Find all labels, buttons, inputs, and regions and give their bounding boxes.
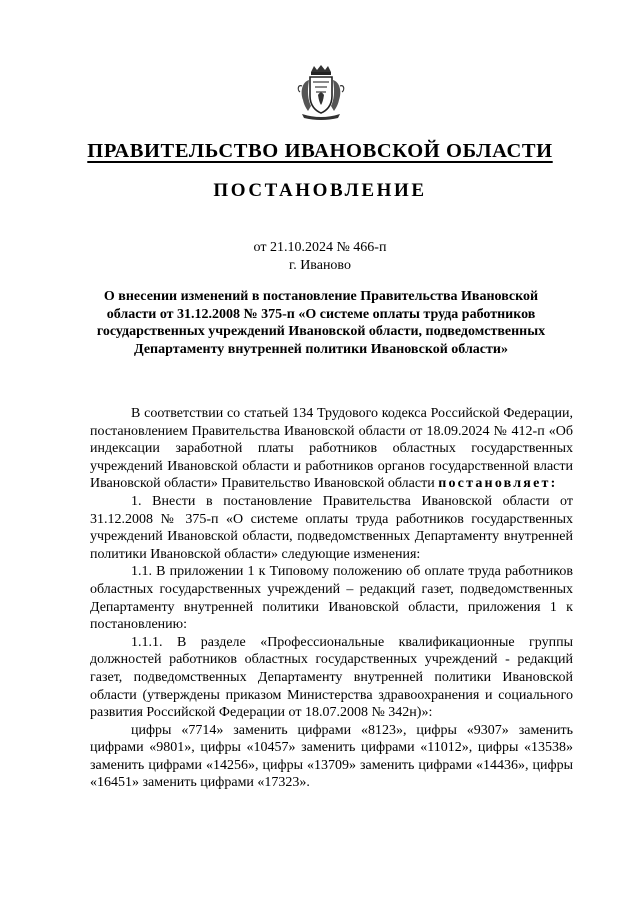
document-date-block: [0, 239, 640, 275]
document-body: [90, 405, 573, 792]
paragraph-item-1-1: 1.1. В приложении 1 к Типовому положению об оплате труда работников областных государственных учреждений – редакций газет, подведомственных Департаменту внутренней политики Ивановской области, приложения 1 к постановлению:: [90, 564, 573, 633]
coat-of-arms-emblem: [296, 64, 346, 122]
document-type: ПОСТАНОВЛЕНИЕ: [213, 180, 427, 201]
organization-name-text: ПРАВИТЕЛЬСТВО ИВАНОВСКОЙ ОБЛАСТИ: [87, 140, 553, 162]
organization-name: [0, 140, 640, 163]
paragraph-item-1: 1. Внести в постановление Правительства Ивановской области от 31.12.2008 № 375-п «О системе оплаты труда работников государственных учреждений Ивановской области, подведомственных Департаменту внутренней политики Ивановской области» следующие изменения:: [90, 493, 573, 562]
document-date-number: от 21.10.2024 № 466-п: [253, 240, 387, 255]
paragraph-preamble: [90, 405, 573, 493]
document-city: г. Иваново: [289, 258, 351, 273]
preamble-text: В соответствии со статьей 134 Трудового кодекса Российской Федерации, постановлением Правительства Ивановской области от 18.09.2024 № 412-п «Об индексации заработной платы работников областных государственных учреждений Ивановской области и работников органов государственной власти Ивановской области» Правительство Ивановской области: [90, 406, 573, 492]
preamble-emphasis: постановляет: [438, 476, 551, 492]
document-title: О внесении изменений в постановление Правительства Ивановской области от 31.12.2008 № 375-п «О системе оплаты труда работников государственных учреждений Ивановской области, подведомственных Департаменту внутренней политики Ивановской области»: [96, 289, 546, 357]
paragraph-item-1-1-1: 1.1.1. В разделе «Профессиональные квалификационные группы должностей работников областных государственных учреждений - редакций газет, подведомственных Департаменту внутренней политики Ивановской области (утверждены приказом Министерства здравоохранения и социального развития Российской Федерации от 18.07.2008 № 342н)»:: [90, 634, 573, 721]
paragraph-replacements: цифры «7714» заменить цифрами «8123», цифры «9307» заменить цифрами «9801», цифры «10457» заменить цифрами «11012», цифры «13538» заменить цифрами «14256», цифры «13709» заменить цифрами «14436», цифры «16451» заменить цифрами «17323».: [90, 722, 573, 791]
preamble-colon: :: [550, 476, 558, 492]
